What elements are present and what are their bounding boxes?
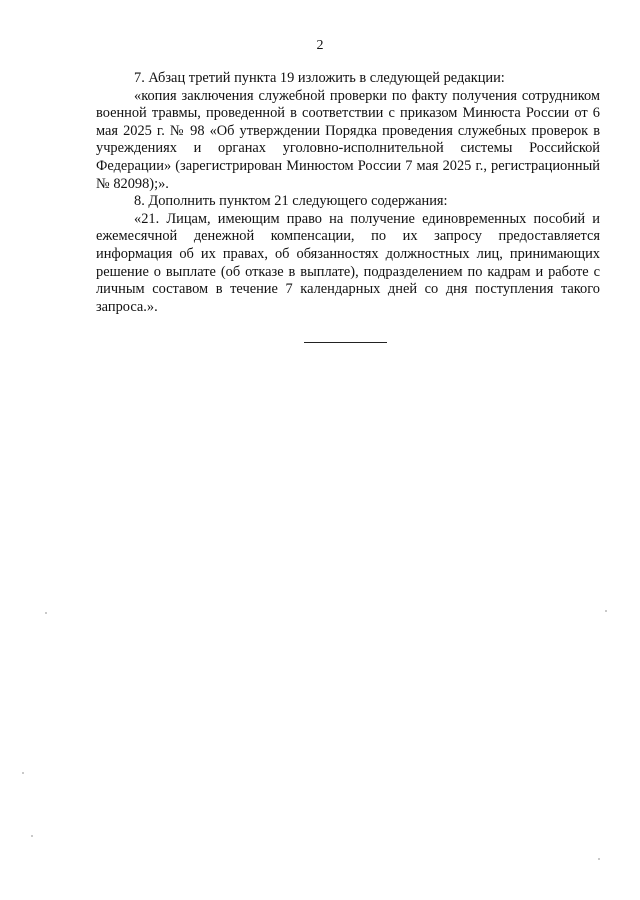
- scan-speck: [45, 612, 47, 614]
- paragraph-quoted-text-21: «21. Лицам, имеющим право на получение единовременных пособий и ежемесячной денежной компенсации, по их запросу предоставляется информация об их правах, об обязанностях должностных лиц, принимающих решение о выплате (об отказе в выплате), подразделением по кадрам и работе с личным составом в течение 7 календарных дней со дня поступления такого запроса.».: [96, 210, 600, 315]
- scan-speck: [598, 858, 600, 860]
- scan-speck: [22, 772, 24, 774]
- end-of-text-rule: [304, 342, 387, 343]
- page-number: 2: [316, 38, 324, 53]
- paragraph-quoted-text-19: «копия заключения служебной проверки по факту получения сотрудником военной травмы, проведенной в соответствии с приказом Минюста России от 6 мая 2025 г. № 98 «Об утверждении Порядка проведения служебных проверок в учреждениях и органах уголовно-исполнительной системы Российской Федерации» (зарегистрирован Минюстом России 7 мая 2025 г., регистрационный № 82098);».: [96, 87, 600, 192]
- paragraph-item-8: 8. Дополнить пунктом 21 следующего содержания:: [134, 193, 448, 210]
- scan-speck: [605, 610, 607, 612]
- document-body: [96, 70, 600, 316]
- paragraph-item-7: 7. Абзац третий пункта 19 изложить в следующей редакции:: [134, 70, 505, 86]
- scan-speck: [31, 835, 33, 837]
